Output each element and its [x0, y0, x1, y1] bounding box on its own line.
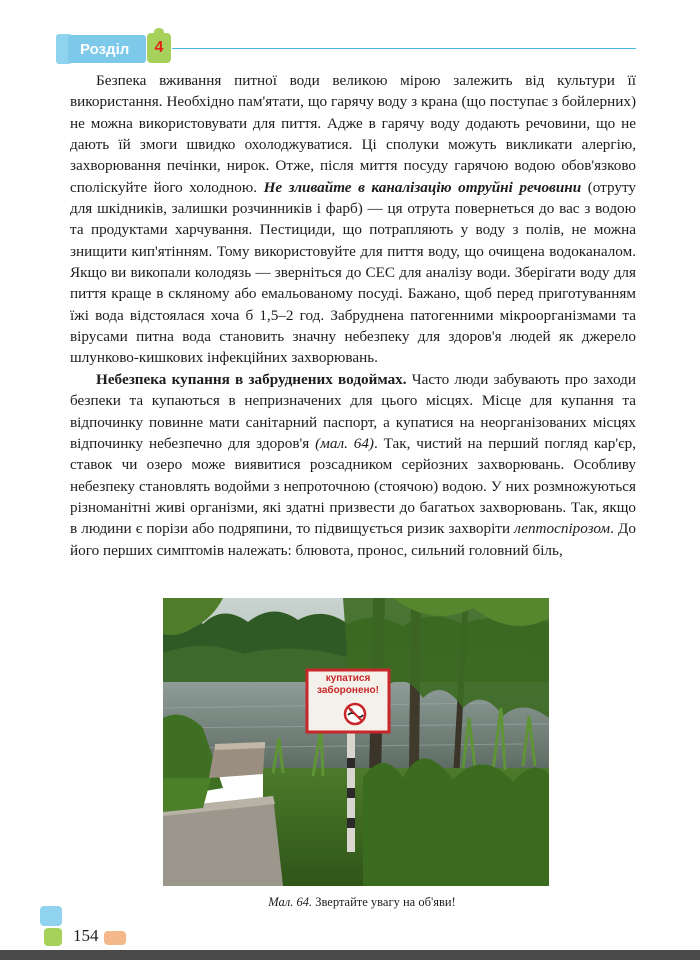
paragraph-heading: Небезпека купання в забруднених водоймах.	[96, 370, 407, 388]
sign-line-1: купатися	[325, 673, 371, 684]
sign-line-2: заборонено!	[317, 685, 379, 696]
page-header	[0, 0, 700, 70]
paragraph-bathing-danger	[70, 369, 636, 561]
puzzle-piece-icon	[40, 906, 62, 926]
paragraph-text: . Так, чистий на перший погляд кар'єр, ставок чи озеро може виявитися розсадником серйозних захворювань. Особливу небезпеку становлять водойми з непроточною (стоячою) водою. У них розмножуються різноманітні живі організми, які здатні призвести до багатьох захворювань. Так, якщо в людини є порізи або подряпини, то підвищується ризик захворіти	[70, 434, 636, 538]
sign-text	[309, 673, 387, 697]
section-label: Розділ	[68, 35, 146, 63]
paragraph-text: Часто люди забувають про заходи безпеки та купаються в непризначених для цього місцях. Місце для купання та відпочинку повинне мати санітарний паспорт, а купатися на неорганізованих місцях відпочинку небезпечно для здоров'я	[70, 370, 636, 452]
body-text	[70, 70, 636, 561]
chapter-number: 4	[147, 33, 171, 63]
caption-label: Мал. 64.	[268, 895, 313, 909]
paragraph-text: . До його перших симптомів належать: блювота, пронос, сильний головний біль,	[70, 520, 636, 559]
puzzle-piece-icon	[104, 931, 126, 945]
figure-caption	[12, 895, 700, 910]
paragraph-text: Безпека вживання питної води великою мірою залежить від культури її використання. Необхідно пам'ятати, що гарячу воду з крана (що поступає з бойлерних) не можна використовувати для пиття. Адже в гарячу воду додають речовини, що не дають їй змоги швидко охолоджуватися. Ці сполуки можуть викликати алергію, захворювання печінки, нирок. Отже, після миття посуду гарячою водою обов'язково споліскуйте його холодною.	[70, 72, 636, 196]
term-text: лептоспірозом	[514, 520, 611, 538]
paragraph-text: (отруту для шкідників, залишки розчинників і фарб) — ця отрута повернеться до вас з водою та продуктами харчування. Пестициди, що потрапляють у воду з полів, не можна знищити кип'ятінням. Тому використовуйте для пиття воду, що очищена водоканалом. Якщо ви викопали колодязь — зверніться до СЕС для аналізу води. Зберігати воду для пиття краще в скляному або емальованому посуді. Бажано, щоб перед приготуванням їжі вода відстоялася хоча б 1,5–2 год. Забруднена патогенними мікроорганізмами та вірусами питна вода становить значну небезпеку для здоров'я людей як джерело шлунково-кишкових інфекційних захворювань.	[70, 178, 637, 367]
page-number: 154	[73, 926, 99, 945]
puzzle-piece-icon	[44, 928, 62, 946]
header-divider	[172, 48, 636, 49]
emphasis-text: Не зливайте в каналізацію отруйні речовини	[263, 178, 582, 196]
footer-bar	[0, 950, 700, 960]
figure-reference: (мал. 64)	[315, 434, 374, 452]
paragraph-water-safety	[70, 70, 636, 369]
caption-text: Звертайте увагу на об'яви!	[312, 895, 456, 909]
photo-no-swimming-sign	[163, 598, 549, 886]
